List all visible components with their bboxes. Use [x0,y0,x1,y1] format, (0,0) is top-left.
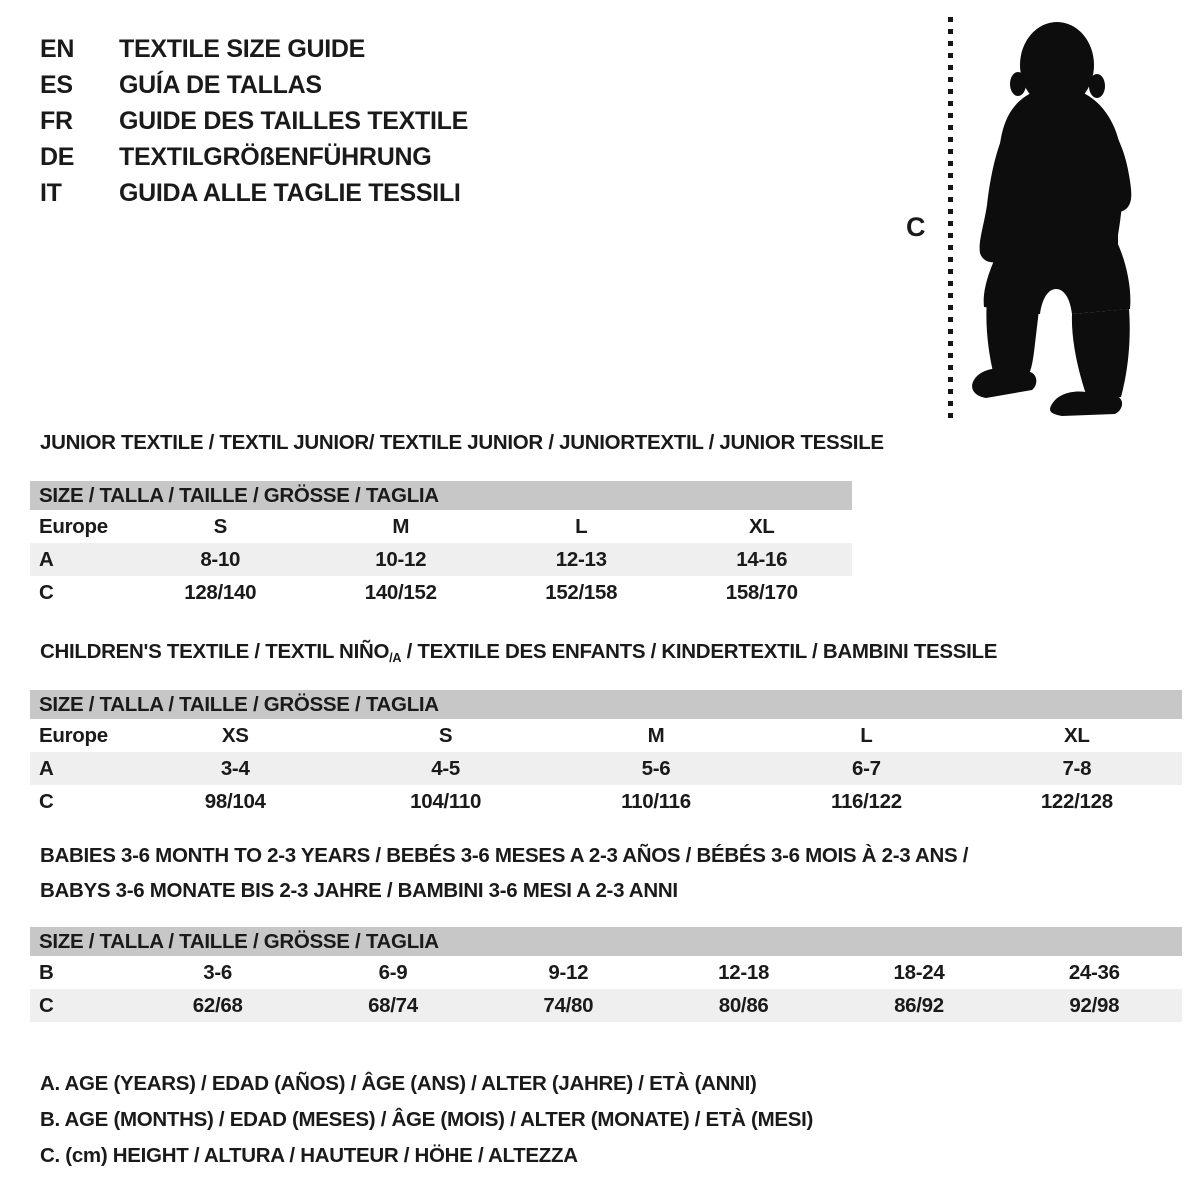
language-code: IT [40,179,62,207]
language-code: DE [40,143,75,171]
age-cell: 3-4 [220,757,250,780]
age-cell: 12-13 [555,548,607,571]
children-title-subscript: /A [389,649,402,665]
babies-size-table [30,927,1182,1022]
guide-title-fr: GUIDE DES TAILLES TEXTILE [119,107,469,135]
age-cell: 3-6 [203,961,233,984]
age-cell: 12-18 [718,961,770,984]
size-header-bar: SIZE / TALLA / TAILLE / GRÖSSE / TAGLIA [30,481,852,510]
table-row-height [30,785,1182,818]
size-header-bar: SIZE / TALLA / TAILLE / GRÖSSE / TAGLIA [30,690,1182,719]
age-cell: 7-8 [1062,757,1092,780]
language-row-en [40,31,468,67]
height-cell: 152/158 [545,581,618,604]
height-cell: 74/80 [543,994,594,1017]
size-cell: XL [748,515,775,538]
height-cell: 116/122 [830,790,902,813]
legend-line-b: B. AGE (MONTHS) / EDAD (MESES) / ÂGE (MOIS) / ALTER (MONATE) / ETÀ (MESI) [40,1108,814,1131]
height-cell: 128/140 [184,581,257,604]
legend [40,1066,813,1174]
guide-title-es: GUÍA DE TALLAS [119,71,322,99]
table-row-height [30,989,1182,1022]
legend-line-a: A. AGE (YEARS) / EDAD (AÑOS) / ÂGE (ANS) / ALTER (JAHRE) / ETÀ (ANNI) [40,1072,757,1095]
height-cell: 80/86 [718,994,769,1017]
height-cell: 104/110 [410,790,482,813]
height-cell: 62/68 [192,994,243,1017]
table-row-age [30,543,852,576]
children-section-title [40,640,997,664]
row-label: Europe [39,724,108,747]
toddler-silhouette-icon [960,20,1148,422]
language-code: EN [40,35,75,63]
size-cell: L [860,724,873,747]
language-code: FR [40,107,73,135]
height-cell: 86/92 [894,994,944,1017]
table-row-age [30,752,1182,785]
junior-size-table [30,481,852,609]
age-cell: 8-10 [200,548,241,571]
table-row-europe [30,719,1182,752]
age-cell: 5-6 [641,757,671,780]
language-row-fr [40,103,468,139]
row-label: C [39,994,54,1017]
guide-title-it: GUIDA ALLE TAGLIE TESSILI [119,179,461,207]
height-cell: 110/116 [621,790,691,813]
age-cell: 10-12 [375,548,427,571]
height-cell: 158/170 [725,581,798,604]
age-cell: 9-12 [548,961,589,984]
legend-line-c: C. (cm) HEIGHT / ALTURA / HAUTEUR / HÖHE / ALTEZZA [40,1144,578,1167]
age-cell: 4-5 [431,757,460,780]
height-cell: 140/152 [364,581,437,604]
table-row-height [30,576,852,609]
language-row-es [40,67,468,103]
row-label: C [39,790,54,813]
size-cell: S [213,515,227,538]
height-marker-label: C [906,212,926,242]
row-label: C [39,581,54,604]
babies-section-title-line2: BABYS 3-6 MONATE BIS 2-3 JAHRE / BAMBINI 3-6 MESI A 2-3 ANNI [40,879,678,902]
children-title-suffix: / TEXTILE DES ENFANTS / KINDERTEXTIL / BAMBINI TESSILE [401,640,998,663]
size-cell: M [647,724,665,747]
age-cell: 24-36 [1068,961,1120,984]
height-cell: 92/98 [1069,994,1120,1017]
height-cell: 122/128 [1040,790,1113,813]
guide-title-de: TEXTILGRÖßENFÜHRUNG [119,143,432,171]
age-cell: 18-24 [893,961,945,984]
language-row-de [40,139,468,175]
size-cell: XS [221,724,249,747]
language-title-list [40,31,468,211]
size-cell: M [392,515,410,538]
row-label: A [39,757,54,780]
age-cell: 6-7 [852,757,881,780]
junior-section-title: JUNIOR TEXTILE / TEXTIL JUNIOR/ TEXTILE JUNIOR / JUNIORTEXTIL / JUNIOR TESSILE [40,431,884,454]
size-cell: XL [1064,724,1090,747]
guide-title-en: TEXTILE SIZE GUIDE [119,35,366,63]
size-cell: L [575,515,588,538]
height-dashed-line [948,17,953,419]
row-label: Europe [39,515,108,538]
children-title-prefix: CHILDREN'S TEXTILE / TEXTIL NIÑO [40,640,390,663]
height-cell: 98/104 [204,790,266,813]
table-row-europe [30,510,852,543]
language-code: ES [40,71,73,99]
height-cell: 68/74 [368,994,418,1017]
age-cell: 6-9 [378,961,408,984]
size-header-bar: SIZE / TALLA / TAILLE / GRÖSSE / TAGLIA [30,927,1182,956]
row-label: A [39,548,54,571]
table-row-age-months [30,956,1182,989]
language-row-it [40,175,468,211]
children-size-table [30,690,1182,818]
row-label: B [39,961,54,984]
size-cell: S [438,724,453,747]
babies-section-title-line1: BABIES 3-6 MONTH TO 2-3 YEARS / BEBÉS 3-6 MESES A 2-3 AÑOS / BÉBÉS 3-6 MOIS À 2-3 ANS / [40,844,969,867]
age-cell: 14-16 [736,548,788,571]
